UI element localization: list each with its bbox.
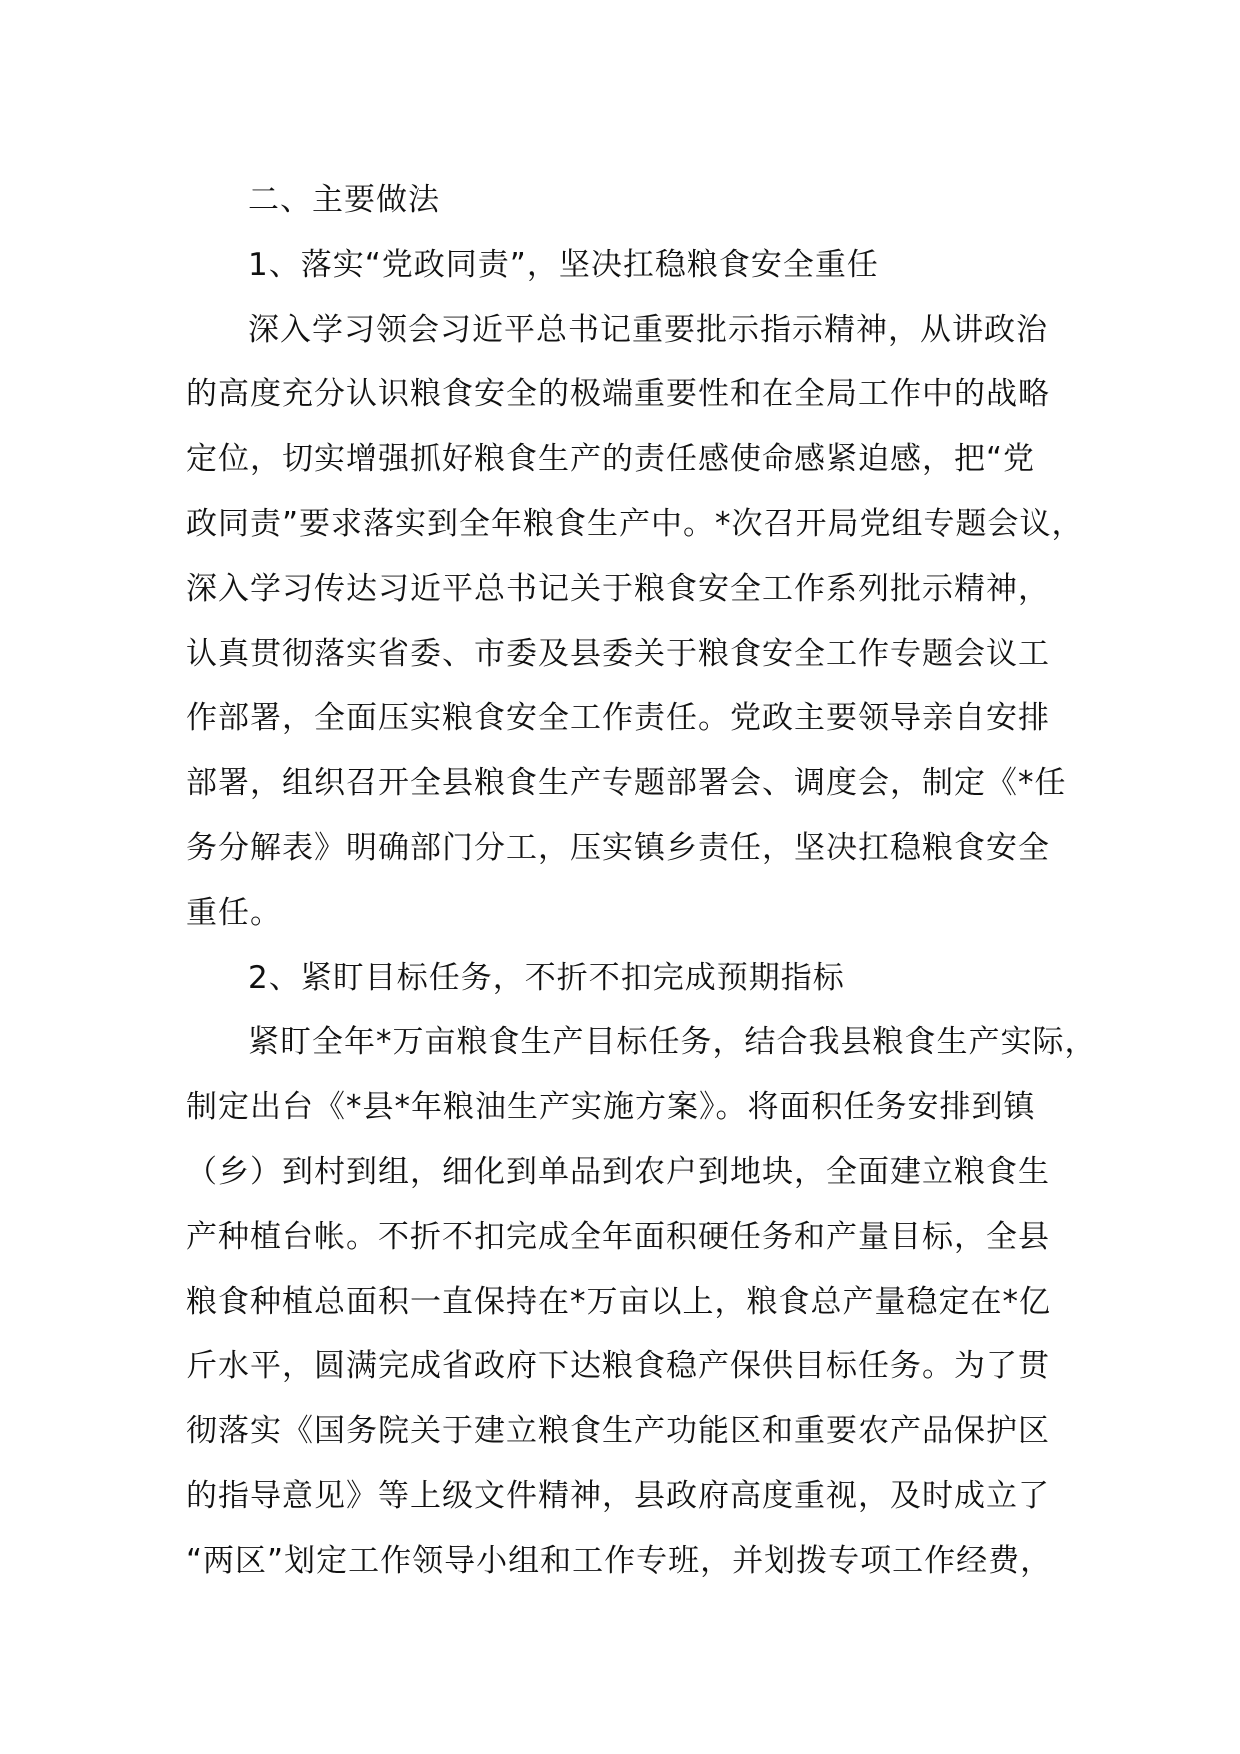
subsection-heading-1: 1、落实“党政同责”，坚决扛稳粮食安全重任: [248, 246, 879, 283]
section-heading: 二、主要做法: [248, 182, 440, 218]
paragraph-line: 的高度充分认识粮食安全的极端重要性和在全局工作中的战略: [186, 376, 1050, 413]
paragraph-line: 认真贯彻落实省委、市委及县委关于粮食安全工作专题会议工: [186, 635, 1050, 672]
paragraph-line: 的指导意见》等上级文件精神，县政府高度重视，及时成立了: [186, 1477, 1050, 1514]
paragraph-line: 政同责”要求落实到全年粮食生产中。*次召开局党组专题会议，: [186, 505, 1084, 542]
paragraph-line: 务分解表》明确部门分工，压实镇乡责任，坚决扛稳粮食安全: [186, 829, 1050, 866]
paragraph-line: 部署，组织召开全县粮食生产专题部署会、调度会，制定《*任: [186, 765, 1067, 802]
paragraph-line: 斤水平，圆满完成省政府下达粮食稳产保供目标任务。为了贯: [186, 1348, 1050, 1385]
paragraph-line: 彻落实《国务院关于建立粮食生产功能区和重要农产品保护区: [186, 1413, 1050, 1450]
paragraph-line: 深入学习领会习近平总书记重要批示指示精神，从讲政治: [248, 311, 1048, 348]
paragraph-line: “两区”划定工作领导小组和工作专班，并划拨专项工作经费，: [186, 1542, 1053, 1579]
paragraph-line: （乡）到村到组，细化到单品到农户到地块，全面建立粮食生: [186, 1153, 1050, 1190]
document-body: [186, 168, 1097, 1594]
paragraph-line: 紧盯全年*万亩粮食生产目标任务，结合我县粮食生产实际，: [248, 1024, 1097, 1061]
subsection-heading-2: 2、紧盯目标任务，不折不扣完成预期指标: [248, 959, 845, 996]
paragraph-line: 重任。: [186, 894, 282, 931]
paragraph-line: 深入学习传达习近平总书记关于粮食安全工作系列批示精神，: [186, 570, 1050, 607]
paragraph-line: 定位，切实增强抓好粮食生产的责任感使命感紧迫感，把“党: [186, 441, 1036, 478]
paragraph-line: 制定出台《*县*年粮油生产实施方案》。将面积任务安排到镇: [186, 1089, 1036, 1126]
paragraph-line: 产种植台帐。不折不扣完成全年面积硬任务和产量目标，全县: [186, 1218, 1050, 1255]
paragraph-line: 作部署，全面压实粮食安全工作责任。党政主要领导亲自安排: [186, 700, 1050, 737]
paragraph-line: 粮食种植总面积一直保持在*万亩以上，粮食总产量稳定在*亿: [186, 1283, 1051, 1320]
